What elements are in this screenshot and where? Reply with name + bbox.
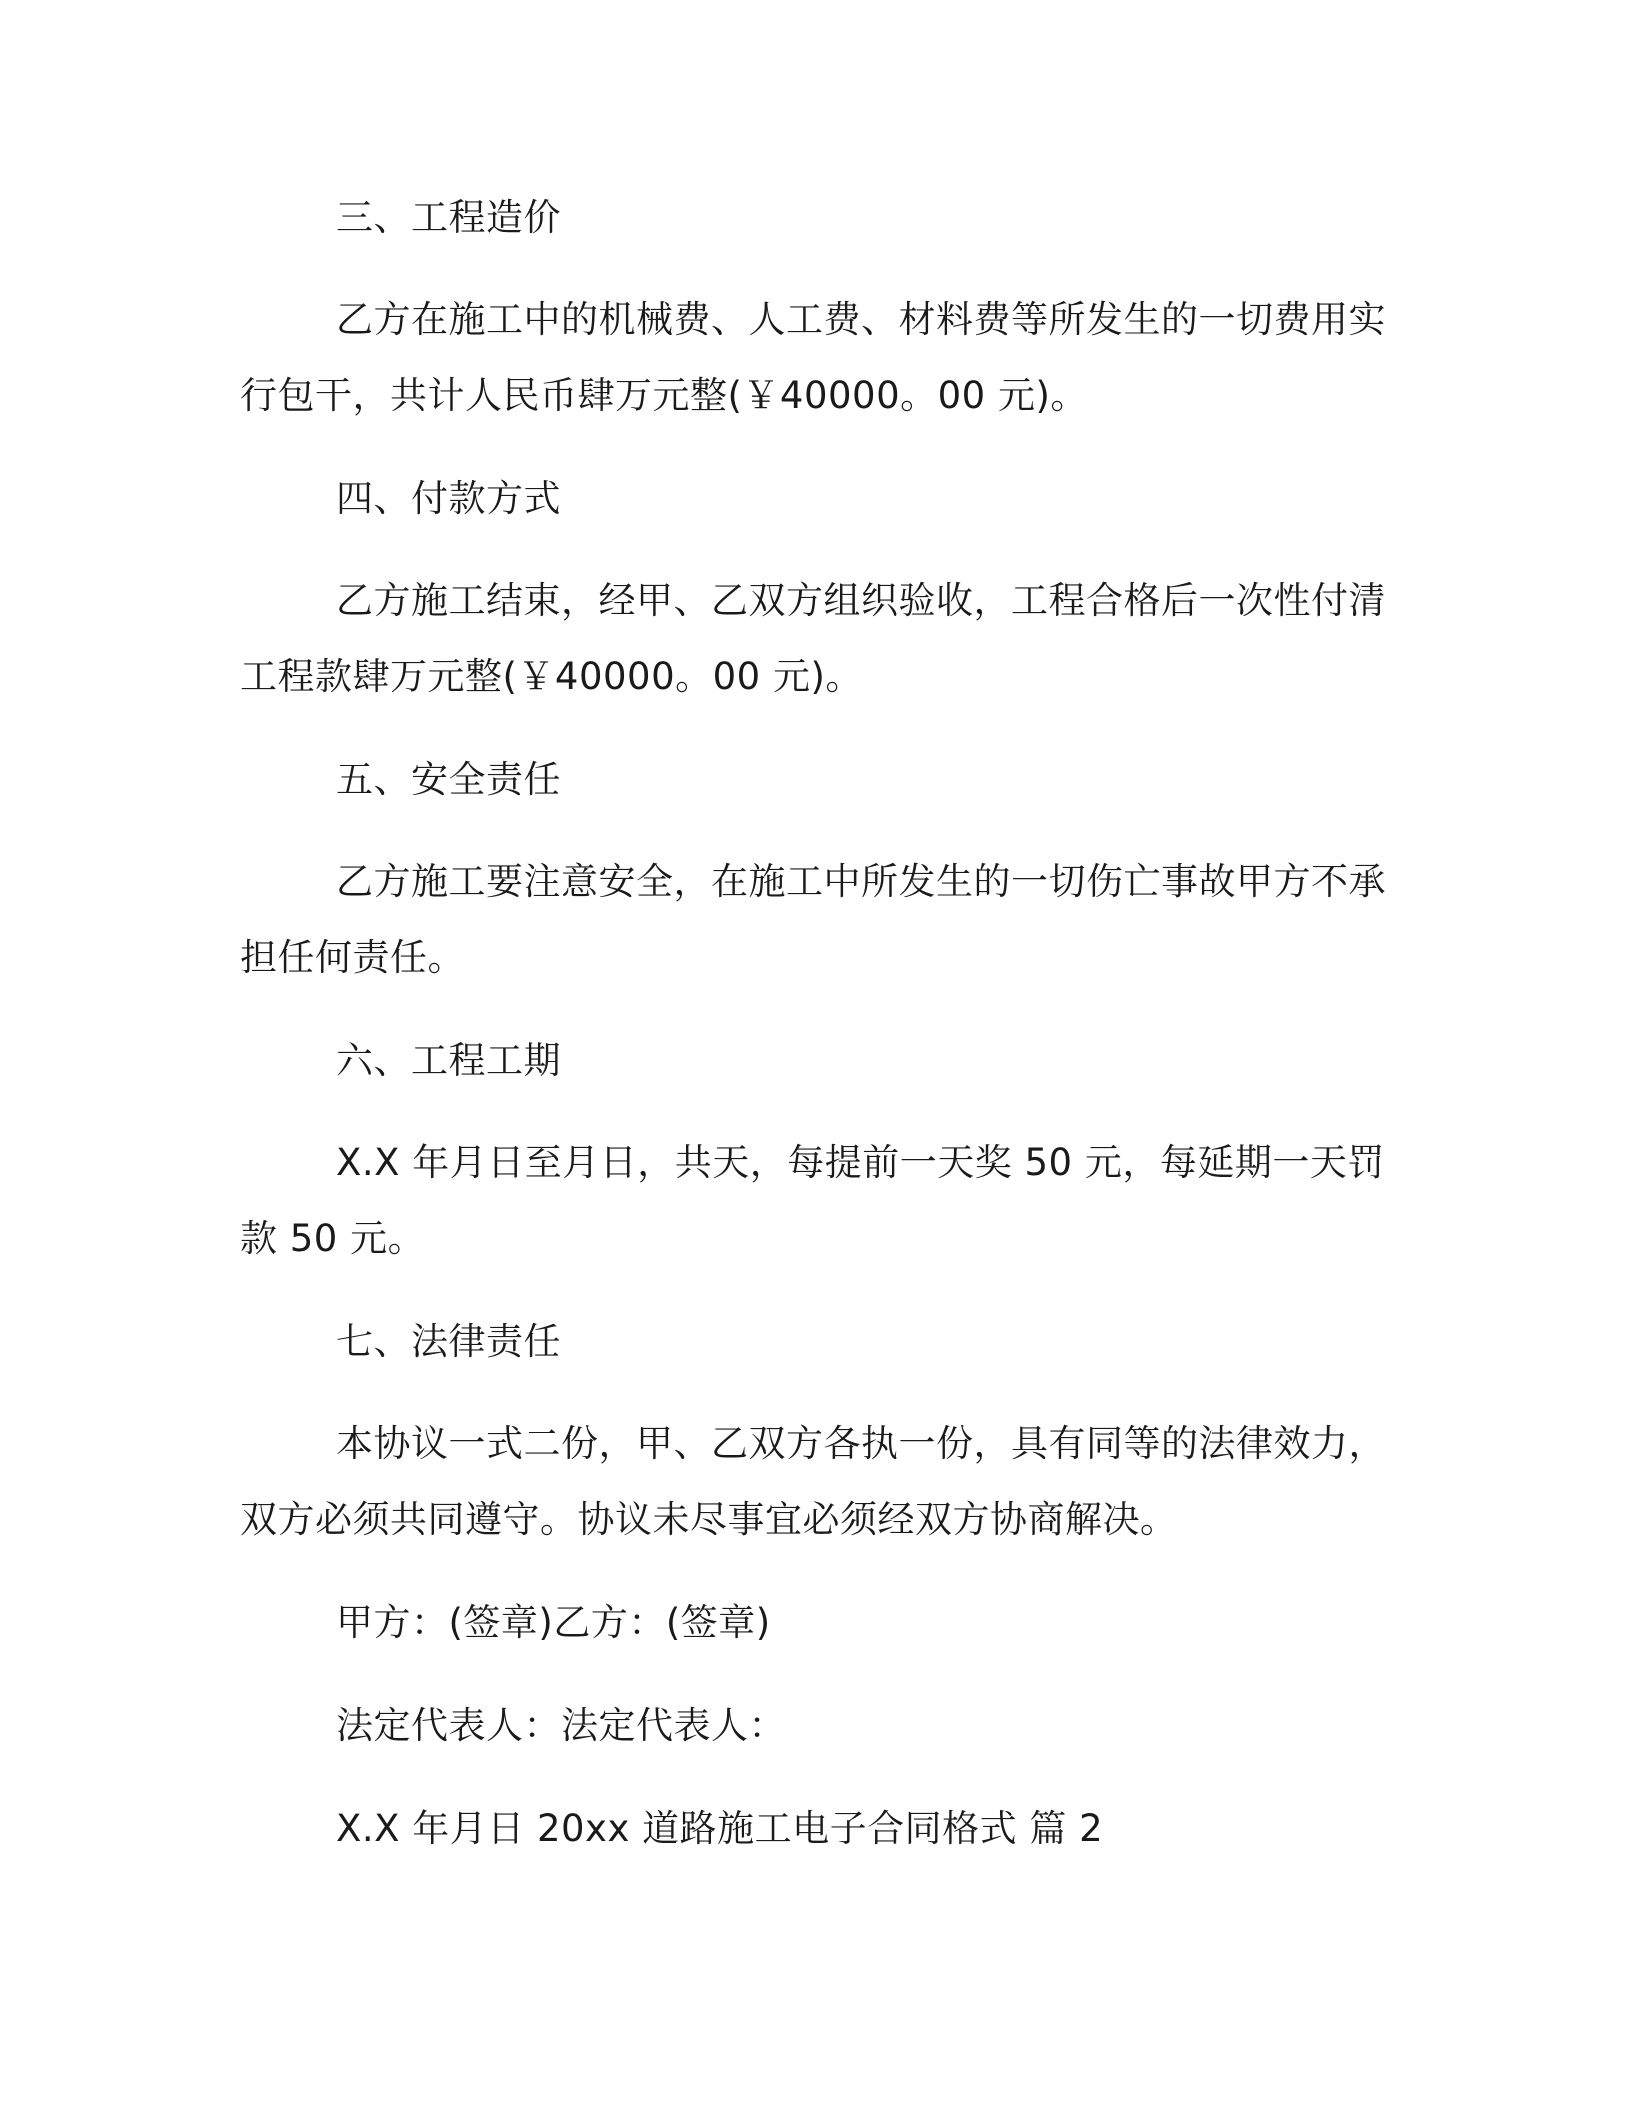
section-heading-legal: 七、法律责任 bbox=[336, 1320, 561, 1363]
section-body-payment-line1: 乙方施工结束，经甲、乙双方组织验收，工程合格后一次性付清 bbox=[336, 579, 1386, 622]
signature-line: 甲方：(签章)乙方：(签章) bbox=[336, 1601, 771, 1644]
section-heading-safety: 五、安全责任 bbox=[336, 758, 561, 801]
section-body-safety-line2: 担任何责任。 bbox=[240, 936, 465, 979]
section-body-cost-line2: 行包干，共计人民币肆万元整(￥40000。00 元)。 bbox=[240, 374, 1088, 417]
section-body-payment-line2: 工程款肆万元整(￥40000。00 元)。 bbox=[240, 655, 863, 698]
section-body-safety-line1: 乙方施工要注意安全，在施工中所发生的一切伤亡事故甲方不承 bbox=[336, 860, 1386, 903]
representative-line: 法定代表人：法定代表人： bbox=[336, 1704, 786, 1747]
section-body-schedule-line1: X.X 年月日至月日，共天，每提前一天奖 50 元，每延期一天罚 bbox=[336, 1141, 1385, 1184]
section-heading-cost: 三、工程造价 bbox=[336, 196, 561, 239]
section-body-legal-line2: 双方必须共同遵守。协议未尽事宜必须经双方协商解决。 bbox=[240, 1498, 1178, 1541]
section-body-cost-line1: 乙方在施工中的机械费、人工费、材料费等所发生的一切费用实 bbox=[336, 298, 1386, 341]
section-body-schedule-line2: 款 50 元。 bbox=[240, 1217, 426, 1260]
section-heading-schedule: 六、工程工期 bbox=[336, 1039, 561, 1082]
section-heading-payment: 四、付款方式 bbox=[336, 477, 561, 520]
section-body-legal-line1: 本协议一式二份，甲、乙双方各执一份，具有同等的法律效力， bbox=[336, 1422, 1386, 1465]
closing-line: X.X 年月日 20xx 道路施工电子合同格式 篇 2 bbox=[336, 1807, 1104, 1850]
